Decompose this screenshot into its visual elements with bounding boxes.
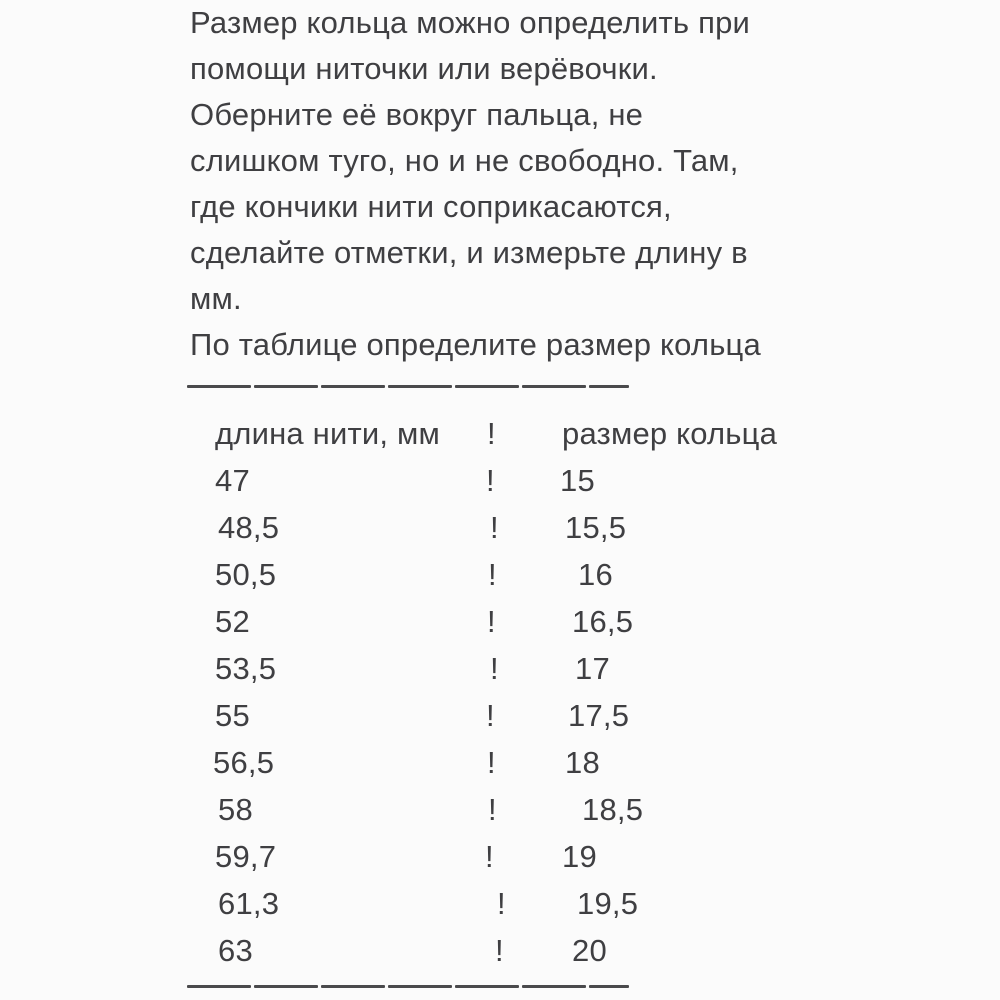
ring-size-value: 16,5 <box>572 603 634 639</box>
intro-line: где кончики нити соприкасаются, <box>190 189 672 224</box>
column-separator: ! <box>488 556 497 592</box>
ring-size-value: 19,5 <box>577 885 639 921</box>
column-separator: ! <box>497 885 506 921</box>
intro-line: слишком туго, но и не свободно. Там, <box>190 143 739 178</box>
thread-length-value: 58 <box>218 791 253 827</box>
thread-length-value: 55 <box>215 697 250 733</box>
ring-size-value: 17 <box>575 650 610 686</box>
ring-size-value: 16 <box>578 556 613 592</box>
intro-text <box>190 0 830 368</box>
thread-length-value: 52 <box>215 603 250 639</box>
column-separator: ! <box>485 838 494 874</box>
ring-size-value: 17,5 <box>568 697 630 733</box>
table-header-row <box>190 411 830 457</box>
thread-length-value: 61,3 <box>218 885 280 921</box>
table-row <box>190 551 830 598</box>
table-row <box>190 739 830 786</box>
intro-line: помощи ниточки или верёвочки. <box>190 51 658 86</box>
table-caption-line: По таблице определите размер кольца <box>190 327 761 362</box>
intro-line: сделайте отметки, и измерьте длину в <box>190 235 748 270</box>
thread-length-value: 50,5 <box>215 556 277 592</box>
ring-size-value: 20 <box>572 932 607 968</box>
column-separator: ! <box>488 791 497 827</box>
bottom-divider-line <box>187 985 830 988</box>
thread-length-value: 63 <box>218 932 253 968</box>
table-row <box>190 880 830 927</box>
column-separator: ! <box>490 650 499 686</box>
ring-size-value: 15,5 <box>565 509 627 545</box>
column-separator: ! <box>495 932 504 968</box>
column-separator: ! <box>486 697 495 733</box>
table-row <box>190 457 830 504</box>
column-separator: ! <box>487 416 496 451</box>
intro-line: Размер кольца можно определить при <box>190 5 751 40</box>
table-row <box>190 833 830 880</box>
column-header-ring-size: размер кольца <box>562 416 778 451</box>
top-divider-line <box>187 385 830 388</box>
column-separator: ! <box>490 509 499 545</box>
thread-length-value: 59,7 <box>215 838 277 874</box>
table-row <box>190 692 830 739</box>
ring-size-table <box>190 411 830 974</box>
table-row <box>190 598 830 645</box>
thread-length-value: 53,5 <box>215 650 277 686</box>
content-column <box>190 0 830 988</box>
column-header-thread-length: длина нити, мм <box>215 416 441 451</box>
intro-line: мм. <box>190 281 242 316</box>
ring-size-value: 15 <box>560 462 595 498</box>
ring-size-value: 18 <box>565 744 600 780</box>
table-row <box>190 504 830 551</box>
ring-size-value: 19 <box>562 838 597 874</box>
thread-length-value: 47 <box>215 462 250 498</box>
ring-size-value: 18,5 <box>582 791 644 827</box>
thread-length-value: 56,5 <box>213 744 275 780</box>
thread-length-value: 48,5 <box>218 509 280 545</box>
column-separator: ! <box>487 603 496 639</box>
table-row <box>190 786 830 833</box>
table-row <box>190 645 830 692</box>
column-separator: ! <box>487 744 496 780</box>
intro-line: Оберните её вокруг пальца, не <box>190 97 644 132</box>
table-row <box>190 927 830 974</box>
column-separator: ! <box>486 462 495 498</box>
